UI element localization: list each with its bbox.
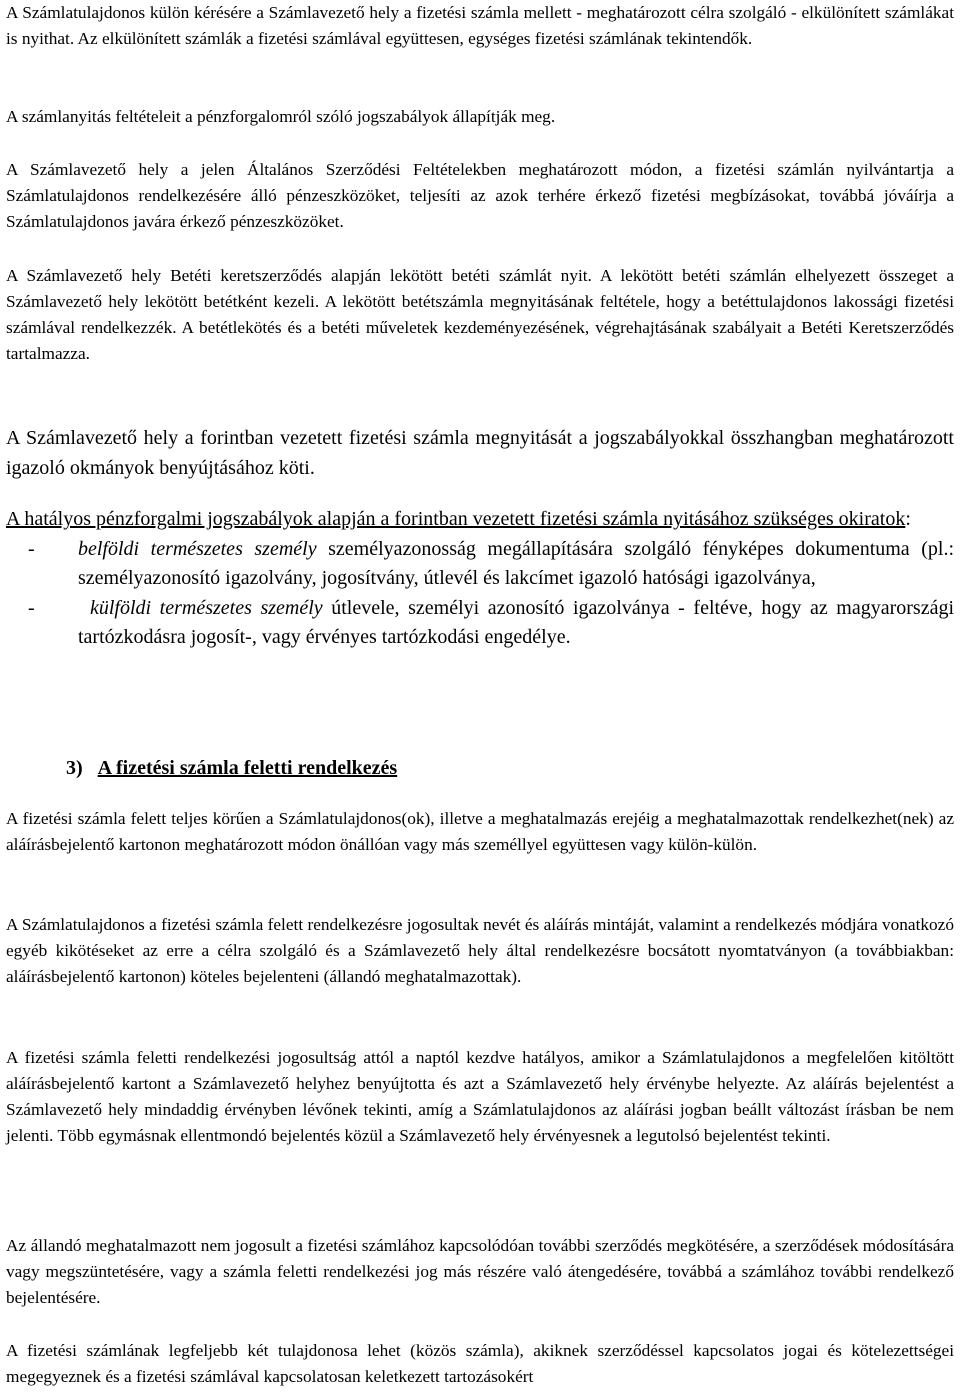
required-documents-list: [6, 535, 954, 653]
section-number: 3): [66, 757, 83, 779]
section-3-heading: [6, 754, 954, 783]
foreign-person-label: külföldi természetes személy: [90, 596, 323, 619]
paragraph-permanent-proxy: Az állandó meghatalmazott nem jogosult a fizetési számlához kapcsolódóan további szerződés megkötésére, a szerződések módosítására vagy megszüntetésére, vagy a számla feletti rendelkezési jog más részére való átengedésére, továbbá a számlához további rendelkező bejelentésére.: [6, 1236, 954, 1307]
paragraph-deposit-account: A Számlavezető hely Betéti keretszerződés alapján lekötött betéti számlát nyit. A lekötött betéti számlán elhelyezett összeget a Számlavezető hely lekötött betétként kezeli. A lekötött betétszámla megnyitásának feltétele, hogy a betéttulajdonos lakossági fizetési számlával rendelkezzék. A betétlekötés és a betéti műveletek kezdeményezésének, végrehajtásának szabályait a Betéti Keretszerződés tartalmazza.: [6, 266, 954, 363]
required-documents-heading: A hatályos pénzforgalmi jogszabályok alapján a forintban vezetett fizetési számla nyitásához szükséges okiratok: [6, 508, 906, 530]
paragraph-joint-account: A fizetési számlának legfeljebb két tulajdonosa lehet (közös számla), akiknek szerződéssel kapcsolatos jogai és kötelezettségei megegyeznek és a fizetési számlával kapcsolatosan keletkezett tartozásokért: [6, 1341, 954, 1386]
paragraph-opening-conditions: A számlanyitás feltételeit a pénzforgalomról szóló jogszabályok állapítják meg.: [6, 107, 556, 126]
paragraph-account-keeping: A Számlavezető hely a jelen Általános Szerződési Feltételekben meghatározott módon, a fizetési számlán nyilvántartja a Számlatulajdonos rendelkezésére álló pénzeszközöket, teljesíti az azok terhére érkező fizetési megbízásokat, továbbá jóváírja a Számlatulajdonos javára érkező pénzeszközöket.: [6, 160, 954, 231]
section-title: A fizetési számla feletti rendelkezés: [97, 757, 398, 779]
paragraph-identity-documents: A Számlavezető hely a forintban vezetett fizetési számla megnyitását a jogszabályokkal összhangban meghatározott igazoló okmányok benyújtásához köti.: [6, 427, 954, 479]
paragraph-disposal-rights: A fizetési számla felett teljes körűen a Számlatulajdonos(ok), illetve a meghatalmazás erejéig a meghatalmazottak rendelkezhet(nek) az aláírásbejelentő kartonon meghatározott módon önállóan vagy más személlyel együttesen vagy külön-külön.: [6, 809, 954, 854]
paragraph-disposal-effective: A fizetési számla feletti rendelkezési jogosultság attól a naptól kezdve hatályos, amikor a Számlatulajdonos a megfelelően kitöltött aláírásbejelentő kartont a Számlavezető helyhez benyújtotta és azt a Számlavezető hely érvénybe helyezte. Az aláírás bejelentést a Számlavezető hely mindaddig érvényben lévőnek tekinti, amíg a Számlatulajdonos az aláírási jogban beállt változást írásban be nem jelenti. Több egymásnak ellentmondó bejelentés közül a Számlavezető hely érvényesnek a legutolsó bejelentést tekinti.: [6, 1048, 954, 1145]
paragraph-signature-card: A Számlatulajdonos a fizetési számla felett rendelkezésre jogosultak nevét és aláírás mintáját, valamint a rendelkezés módjára vonatkozó egyéb kikötéseket az erre a célra szolgáló és a Számlavezető hely által rendelkezésre bocsátott nyomtatványon (a továbbiakban: aláírásbejelentő kartonon) köteles bejelenteni (állandó meghatalmazottak).: [6, 915, 954, 986]
required-documents-intro: A hatályos pénzforgalmi jogszabályok alapján a forintban vezetett fizetési számla nyitásához szükséges okiratok:: [6, 508, 911, 530]
paragraph-separate-accounts: A Számlatulajdonos külön kérésére a Számlavezető hely a fizetési számla mellett - meghatározott célra szolgáló - elkülönített számlákat is nyithat. Az elkülönített számlák a fizetési számlával együttesen, egységes fizetési számlának tekintendők.: [6, 3, 954, 48]
required-documents-block: [6, 505, 954, 653]
domestic-person-label: belföldi természetes személy: [78, 537, 317, 560]
list-item-foreign-person: - külföldi természetes személy útlevele, személyi azonosító igazolványa - feltéve, hogy az magyarországi tartózkodásra jogosít-, vagy érvényes tartózkodási engedélye.: [28, 596, 955, 648]
list-item-domestic-person: - belföldi természetes személy személyazonosság megállapítására szolgáló fényképes dokumentuma (pl.: személyazonosító igazolvány, jogosítvány, útlevél és lakcímet igazoló hatósági igazolványa,: [28, 537, 954, 589]
